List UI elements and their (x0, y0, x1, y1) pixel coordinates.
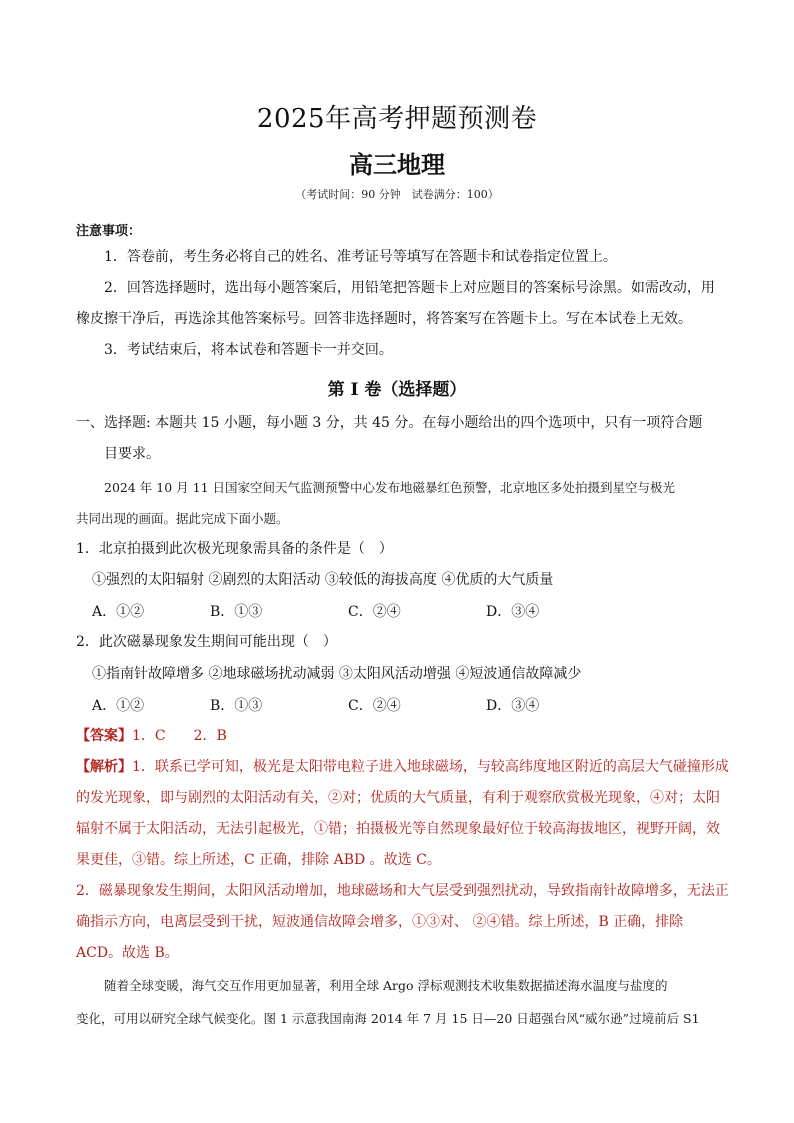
option-c: C．②④ (348, 698, 401, 714)
section-instruction: 一、选择题: 本题共 15 小题，每小题 3 分，共 45 分。在每小题给出的四个选项中，只有一项符合题 (76, 415, 703, 431)
option-d: D．③④ (486, 698, 540, 714)
question-1-stem: 1．北京拍摄到此次极光现象需具备的条件是（ ） (76, 541, 393, 557)
analysis-line: 辐射不属于太阳活动，无法引起极光，①错；拍摄极光等自然现象最好位于较高海拔地区，视野开阔，效 (76, 821, 720, 837)
option-b: B．①③ (210, 604, 263, 620)
notice-item: 橡皮擦干净后，再选涂其他答案标号。回答非选择题时，将答案写在答题卡上。写在本试卷上无效。 (76, 311, 692, 327)
answer-line (76, 726, 227, 746)
analysis-line: 2．磁暴现象发生期间，太阳风活动增加，地球磁场和大气层受到强烈扰动，导致指南针故障增多，无法正 (76, 883, 729, 899)
exam-info: （考试时间：90 分钟 试卷满分：100） (295, 188, 499, 201)
passage-text: 变化，可用以研究全球气候变化。图 1 示意我国南海 2014 年 7 月 15 日—20 日超强台风“威尔逊”过境前后 S1 (76, 1011, 700, 1026)
question-1-statements: ①强烈的太阳辐射 ②剧烈的太阳活动 ③较低的海拔高度 ④优质的大气质量 (92, 572, 554, 588)
question-2-statements: ①指南针故障增多 ②地球磁场扰动减弱 ③太阳风活动增强 ④短波通信故障减少 (92, 666, 582, 682)
notice-heading: 注意事项： (76, 224, 142, 239)
analysis-line (76, 757, 729, 777)
analysis-text: 1．联系已学可知，极光是太阳带电粒子进入地球磁场，与较高纬度地区附近的高层大气碰撞形成 (132, 759, 729, 775)
exam-title: 2025年高考押题预测卷 (256, 104, 538, 134)
option-b: B．①③ (210, 698, 263, 714)
notice-item: 1．答卷前，考生务必将自己的姓名、准考证号等填写在答题卡和试卷指定位置上。 (104, 249, 617, 265)
analysis-line: ACD。故选 B。 (76, 945, 179, 961)
analysis-label: 【解析】 (76, 759, 132, 775)
analysis-line: 的发光现象，即与剧烈的太阳活动有关，②对；优质的大气质量，有利于观察欣赏极光现象，④对；太阳 (76, 790, 720, 806)
passage-text: 2024 年 10 月 11 日国家空间天气监测预警中心发布地磁暴红色预警，北京地区多处拍摄到星空与极光 (104, 480, 675, 495)
question-2-stem: 2．此次磁暴现象发生期间可能出现（ ） (76, 634, 337, 650)
section-title: 第 I 卷（选择题） (327, 380, 467, 400)
passage-text: 共同出现的画面。据此完成下面小题。 (76, 511, 289, 526)
subject-title: 高三地理 (349, 150, 445, 179)
passage-text: 随着全球变暖，海气交互作用更加显著，利用全球 Argo 浮标观测技术收集数据描述海水温度与盐度的 (104, 978, 668, 993)
option-a: A．①② (92, 604, 145, 620)
answer-label: 【答案】 (76, 728, 132, 744)
option-a: A．①② (92, 698, 145, 714)
option-c: C．②④ (348, 604, 401, 620)
answer-text: 1．C 2．B (132, 728, 227, 744)
analysis-line: 果更佳，③错。综上所述，C 正确，排除 ABD 。故选 C。 (76, 852, 441, 868)
option-d: D．③④ (486, 604, 540, 620)
analysis-line: 确指示方向，电离层受到干扰，短波通信故障会增多，①③对、 ②④错。综上所述，B 正确，排除 (76, 914, 684, 930)
notice-item: 3．考试结束后，将本试卷和答题卡一并交回。 (104, 342, 393, 358)
section-instruction: 目要求。 (104, 446, 160, 462)
notice-item: 2．回答选择题时，选出每小题答案后，用铅笔把答题卡上对应题目的答案标号涂黑。如需改动，用 (104, 280, 715, 296)
